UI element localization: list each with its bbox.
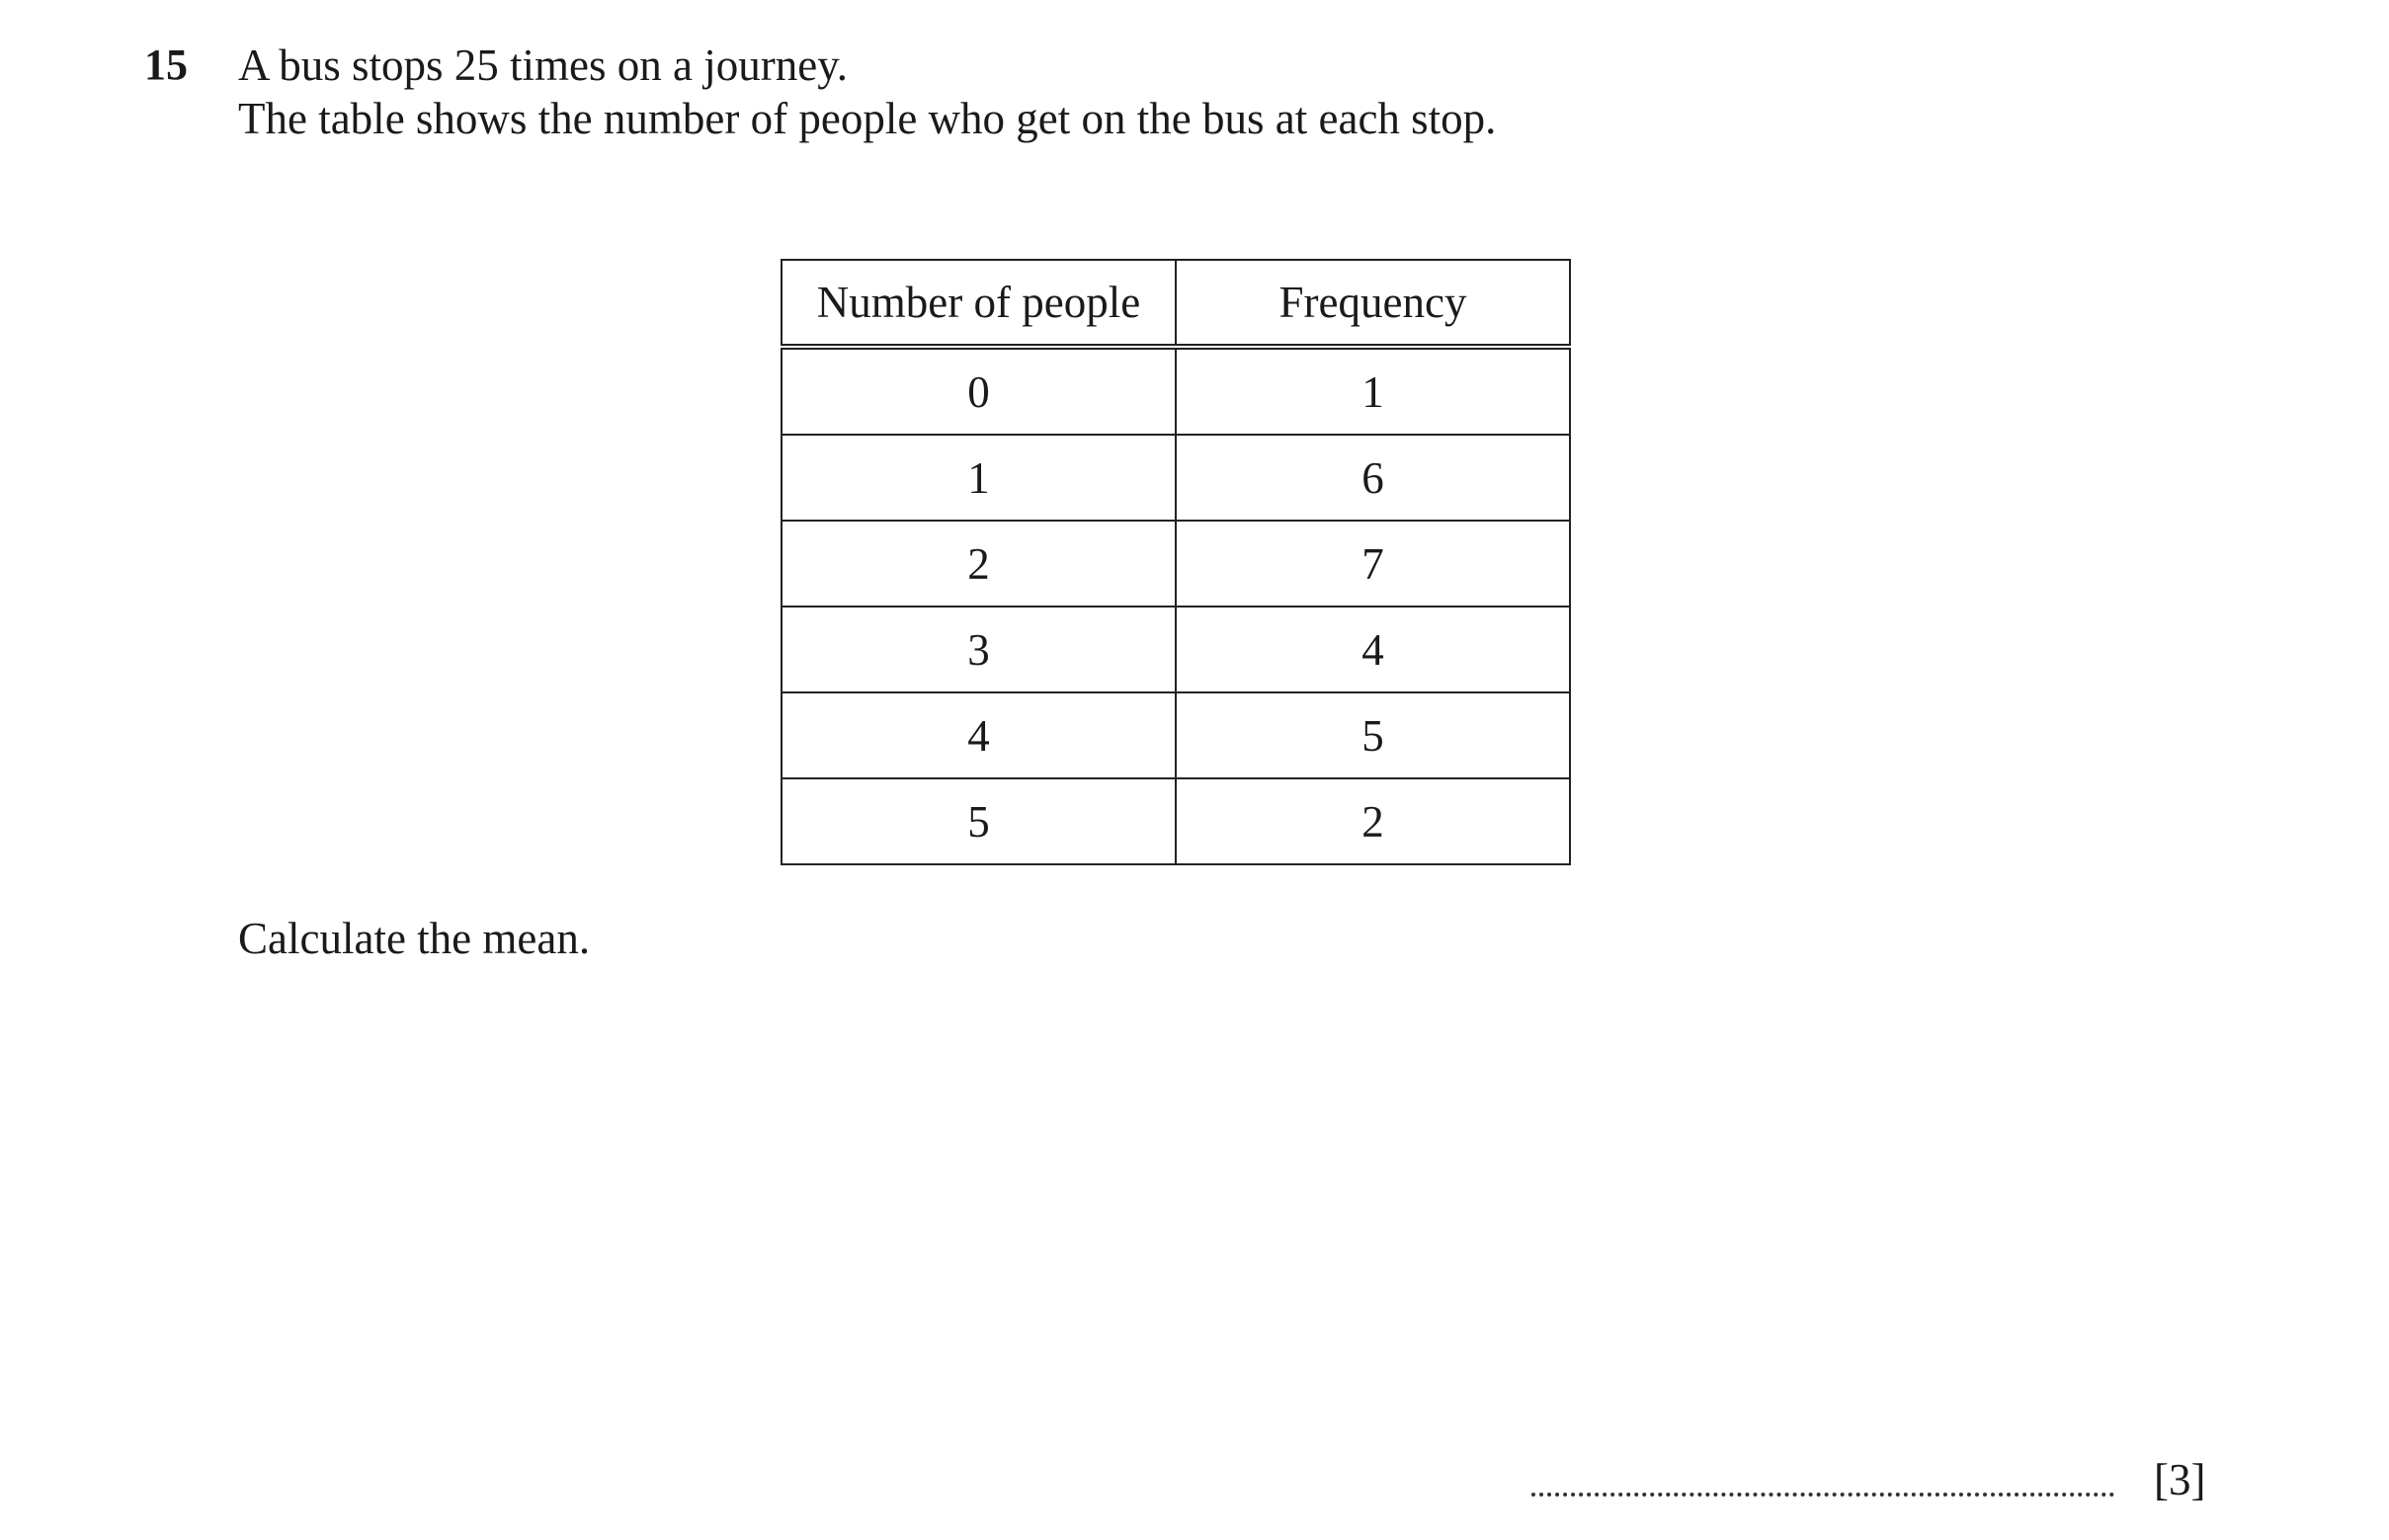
table-row bbox=[782, 692, 1570, 778]
table-cell-frequency: 1 bbox=[1176, 347, 1570, 435]
table-row bbox=[782, 347, 1570, 435]
table-cell-people: 1 bbox=[782, 435, 1176, 521]
table-cell-people: 0 bbox=[782, 347, 1176, 435]
table-cell-people: 2 bbox=[782, 521, 1176, 607]
question-text-line-2: The table shows the number of people who get on the bus at each stop. bbox=[238, 94, 1497, 143]
frequency-table bbox=[781, 259, 1571, 865]
answer-line[interactable] bbox=[1531, 1457, 2114, 1497]
table-cell-people: 3 bbox=[782, 607, 1176, 692]
table-cell-frequency: 4 bbox=[1176, 607, 1570, 692]
table-row bbox=[782, 778, 1570, 864]
question-number: 15 bbox=[144, 41, 188, 89]
column-header-number-of-people: Number of people bbox=[782, 260, 1176, 347]
question-text-line-1: A bus stops 25 times on a journey. bbox=[238, 41, 849, 90]
table-header-row bbox=[782, 260, 1570, 347]
table-cell-frequency: 6 bbox=[1176, 435, 1570, 521]
column-header-frequency: Frequency bbox=[1176, 260, 1570, 347]
table-row bbox=[782, 521, 1570, 607]
table-cell-people: 4 bbox=[782, 692, 1176, 778]
table-cell-frequency: 2 bbox=[1176, 778, 1570, 864]
marks-indicator: [3] bbox=[2154, 1455, 2206, 1504]
table-row bbox=[782, 435, 1570, 521]
table-row bbox=[782, 607, 1570, 692]
instruction-text: Calculate the mean. bbox=[238, 914, 591, 963]
table-cell-frequency: 7 bbox=[1176, 521, 1570, 607]
table-cell-people: 5 bbox=[782, 778, 1176, 864]
table-cell-frequency: 5 bbox=[1176, 692, 1570, 778]
